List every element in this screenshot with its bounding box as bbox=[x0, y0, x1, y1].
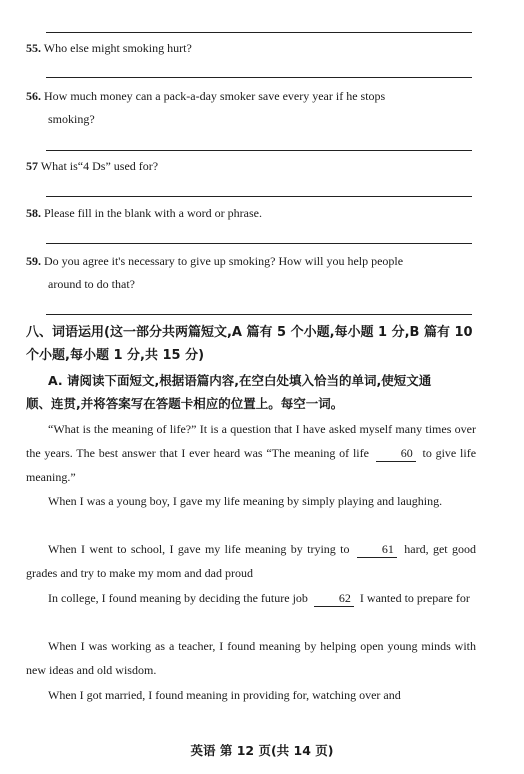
section-heading bbox=[26, 321, 474, 367]
question-55 bbox=[26, 37, 474, 60]
question-number: 57 bbox=[26, 159, 38, 173]
question-58 bbox=[26, 202, 474, 225]
passage-text: I wanted to prepare for bbox=[359, 591, 470, 605]
passage-paragraph-3 bbox=[26, 537, 476, 585]
instructions-line1: A. 请阅读下面短文,根据语篇内容,在空白处填入恰当的单词,使短文通 bbox=[48, 373, 432, 388]
question-text: What is“4 Ds” used for? bbox=[40, 159, 159, 173]
instructions bbox=[26, 369, 476, 415]
question-text-cont: around to do that? bbox=[48, 277, 135, 291]
question-number: 59. bbox=[26, 254, 41, 268]
passage-paragraph-4 bbox=[26, 586, 476, 610]
question-number: 55. bbox=[26, 41, 41, 55]
answer-line bbox=[46, 243, 472, 244]
passage-text: In college, I found meaning by deciding the future job bbox=[48, 591, 308, 605]
question-59 bbox=[26, 250, 474, 296]
passage-text: When I went to school, I gave my life meaning by trying to bbox=[48, 542, 350, 556]
section-heading-line2: 个小题,每小题 1 分,共 15 分) bbox=[26, 348, 205, 363]
passage-paragraph-5 bbox=[26, 634, 476, 682]
question-text: How much money can a pack-a-day smoker save every year if he stops bbox=[44, 89, 386, 103]
passage-text: When I was a young boy, I gave my life meaning by simply playing and laughing. bbox=[48, 494, 443, 508]
answer-line bbox=[46, 32, 472, 33]
answer-line bbox=[46, 150, 472, 151]
question-56 bbox=[26, 85, 474, 131]
passage-text: hard, get good grades and try to make my mom and dad proud bbox=[26, 542, 477, 580]
blank-62: 62 bbox=[314, 590, 354, 607]
passage-text: When I got married, I found meaning in providing for, watching over and bbox=[48, 688, 401, 702]
question-number: 56. bbox=[26, 89, 41, 103]
passage-text: to give life meaning.” bbox=[26, 446, 477, 484]
question-57 bbox=[26, 155, 474, 178]
passage-paragraph-2 bbox=[26, 489, 476, 513]
question-number: 58. bbox=[26, 206, 41, 220]
blank-61: 61 bbox=[357, 541, 397, 558]
instructions-line2: 顺、连贯,并将答案写在答题卡相应的位置上。每空一词。 bbox=[26, 396, 344, 411]
blank-60: 60 bbox=[376, 445, 416, 462]
question-text: Do you agree it's necessary to give up smoking? How will you help people bbox=[44, 254, 404, 268]
passage-paragraph-1 bbox=[26, 417, 476, 489]
passage-paragraph-6 bbox=[26, 683, 476, 707]
question-text: Who else might smoking hurt? bbox=[43, 41, 192, 55]
question-text-cont: smoking? bbox=[48, 112, 95, 126]
answer-line bbox=[46, 77, 472, 78]
question-text: Please fill in the blank with a word or phrase. bbox=[44, 206, 262, 220]
passage-text: When I was working as a teacher, I found meaning by helping open young minds with new ideas and old wisdom. bbox=[26, 639, 476, 677]
answer-line bbox=[46, 196, 472, 197]
section-heading-line1: 八、词语运用(这一部分共两篇短文,A 篇有 5 个小题,每小题 1 分,B 篇有 10 bbox=[26, 325, 473, 340]
passage-text: “What is the meaning of life?” It is a question that I have asked myself many times over the years. The best answer that I ever heard was “The meaning of life bbox=[26, 422, 476, 460]
answer-line bbox=[46, 314, 472, 315]
page-footer: 英语 第 12 页(共 14 页) bbox=[190, 743, 334, 758]
